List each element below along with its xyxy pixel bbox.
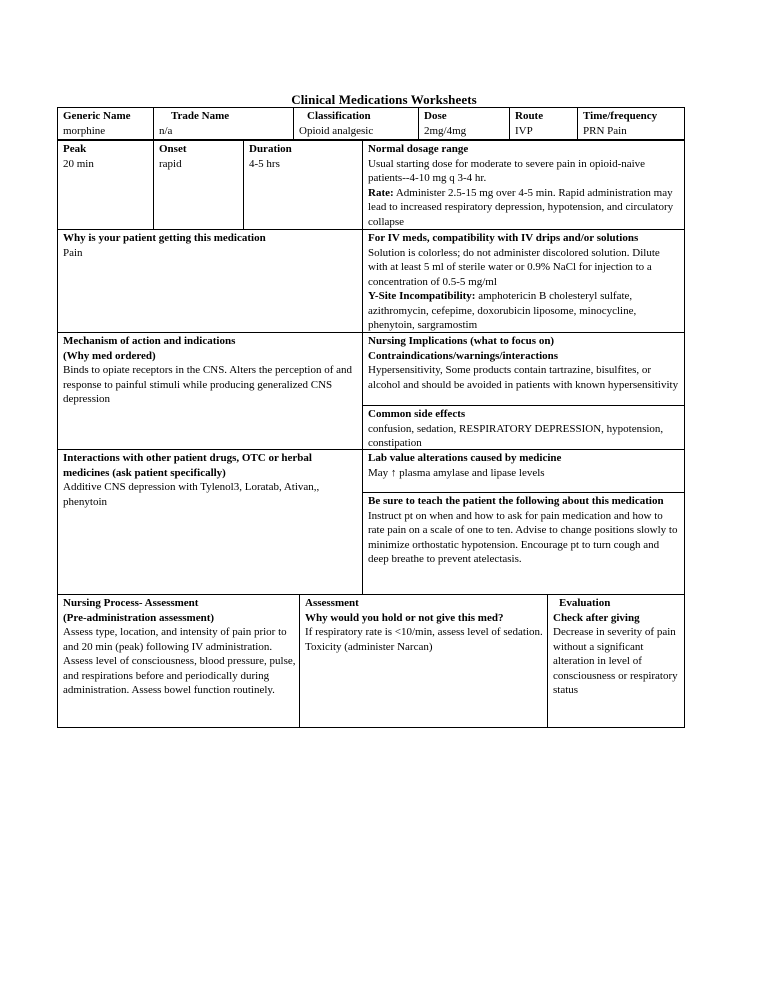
lab-values-text: May ↑ plasma amylase and lipase levels: [368, 466, 545, 479]
pre-assessment-heading: Nursing Process- Assessment: [63, 597, 199, 609]
interactions-heading: Interactions with other patient drugs, OTC or herbal medicines (ask patient specifically): [63, 452, 312, 479]
why-patient-cell: [58, 230, 363, 333]
medication-worksheet-table: [57, 107, 685, 728]
onset-cell: [154, 141, 244, 230]
classification-cell: [294, 108, 419, 139]
evaluation-heading: Evaluation: [559, 597, 611, 609]
hold-assessment-subheading: Why would you hold or not give this med?: [305, 611, 504, 624]
why-patient-heading: Why is your patient getting this medication: [63, 232, 266, 244]
pre-assessment-text: Assess type, location, and intensity of pain prior to and 20 min (peak) following IV administration. Assess level of consciousness, blood pressure, pulse, and respirations before and periodically during administration. Assess bowel function routinely.: [63, 626, 296, 696]
contraindications-heading: Contraindications/warnings/interactions: [368, 349, 559, 362]
mechanism-heading: Mechanism of action and indications: [63, 335, 236, 347]
interactions-cell: [58, 450, 363, 595]
evaluation-cell: [548, 595, 684, 727]
route-value: IVP: [515, 124, 533, 137]
trade-name-value: n/a: [159, 124, 173, 137]
teach-patient-cell: [363, 493, 684, 595]
classification-label: Classification: [307, 110, 371, 122]
mechanism-subheading: (Why med ordered): [63, 349, 156, 362]
iv-compatibility-text: Solution is colorless; do not administer discolored solution. Dilute with at least 5 ml of sterile water or 0.9% NaCl for injection to a concentration of 0.5-5 mg/ml: [368, 246, 660, 288]
ysite-label: Y-Site Incompatibility:: [368, 290, 476, 302]
time-frequency-label: Time/frequency: [583, 110, 658, 122]
side-effects-text: confusion, sedation, RESPIRATORY DEPRESSION, hypotension, constipation: [368, 422, 664, 449]
iv-compatibility-cell: [363, 230, 684, 333]
duration-value: 4-5 hrs: [249, 157, 280, 170]
why-patient-text: Pain: [63, 246, 83, 259]
hold-assessment-text: If respiratory rate is <10/min, assess level of sedation. Toxicity (administer Narcan): [305, 626, 543, 653]
time-frequency-cell: [578, 108, 684, 139]
lab-values-cell: [363, 450, 684, 493]
dosage-range-heading: Normal dosage range: [368, 143, 469, 155]
mechanism-cell: [58, 333, 363, 449]
onset-value: rapid: [159, 157, 182, 170]
generic-name-label: Generic Name: [63, 110, 131, 122]
trade-name-label: Trade Name: [171, 110, 230, 122]
side-effects-heading: Common side effects: [368, 408, 466, 420]
peak-value: 20 min: [63, 157, 94, 170]
dose-label: Dose: [424, 110, 447, 122]
page-title: Clinical Medications Worksheets: [291, 92, 477, 107]
nursing-implications-cell: [363, 333, 684, 405]
evaluation-text: Decrease in severity of pain without a significant alteration in level of consciousness or respiratory status: [553, 626, 678, 696]
teach-patient-heading: Be sure to teach the patient the following about this medication: [368, 495, 664, 507]
trade-name-cell: [154, 108, 294, 139]
rate-label: Rate:: [368, 186, 394, 199]
interactions-text: Additive CNS depression with Tylenol3, Loratab, Ativan,, phenytoin: [63, 481, 320, 508]
dosage-range-cell: [363, 141, 684, 230]
dose-value: 2mg/4mg: [424, 124, 467, 137]
duration-cell: [244, 141, 363, 230]
nursing-implications-text: Hypersensitivity, Some products contain tartrazine, bisulfites, or alcohol and should be avoided in patients with known hypersensitivity: [368, 364, 679, 391]
lab-values-heading: Lab value alterations caused by medicine: [368, 452, 562, 464]
peak-cell: [58, 141, 154, 230]
rate-text: Administer 2.5-15 mg over 4-5 min. Rapid administration may lead to increased respiratory depression, hypotension, and circulatory collapse: [368, 186, 674, 228]
side-effects-cell: [363, 406, 684, 449]
pre-assessment-subheading: (Pre-administration assessment): [63, 611, 215, 624]
hold-assessment-cell: [300, 595, 548, 727]
peak-label: Peak: [63, 143, 87, 155]
duration-label: Duration: [249, 143, 292, 155]
time-frequency-value: PRN Pain: [583, 124, 627, 137]
mechanism-text: Binds to opiate receptors in the CNS. Alters the perception of and response to painful stimuli while producing generalized CNS depression: [63, 364, 352, 405]
teach-patient-text: Instruct pt on when and how to ask for pain medication and how to rate pain on a scale of one to ten. Advise to change positions slowly to minimize orthostatic hypotension. Encourage pt to turn cough and deep breathe to prevent atelectasis.: [368, 509, 678, 565]
generic-name-cell: [58, 108, 154, 139]
hold-assessment-heading: Assessment: [305, 597, 359, 609]
classification-value: Opioid analgesic: [299, 124, 374, 137]
route-cell: [510, 108, 578, 139]
onset-label: Onset: [159, 143, 187, 155]
dosage-range-text: Usual starting dose for moderate to severe pain in opioid-naive patients--4-10 mg q 3-4 hr.: [368, 157, 646, 184]
evaluation-subheading: Check after giving: [553, 611, 640, 624]
dose-cell: [419, 108, 510, 139]
ysite-text: amphotericin B cholesteryl sulfate, azithromycin, cefepime, doxorubicin liposome, minocycline, phenytoin, sargramostim: [368, 290, 637, 331]
route-label: Route: [515, 110, 544, 122]
generic-name-value: morphine: [63, 124, 106, 137]
iv-compatibility-heading: For IV meds, compatibility with IV drips and/or solutions: [368, 232, 639, 244]
pre-assessment-cell: [58, 595, 300, 727]
nursing-implications-heading: Nursing Implications (what to focus on): [368, 335, 555, 347]
